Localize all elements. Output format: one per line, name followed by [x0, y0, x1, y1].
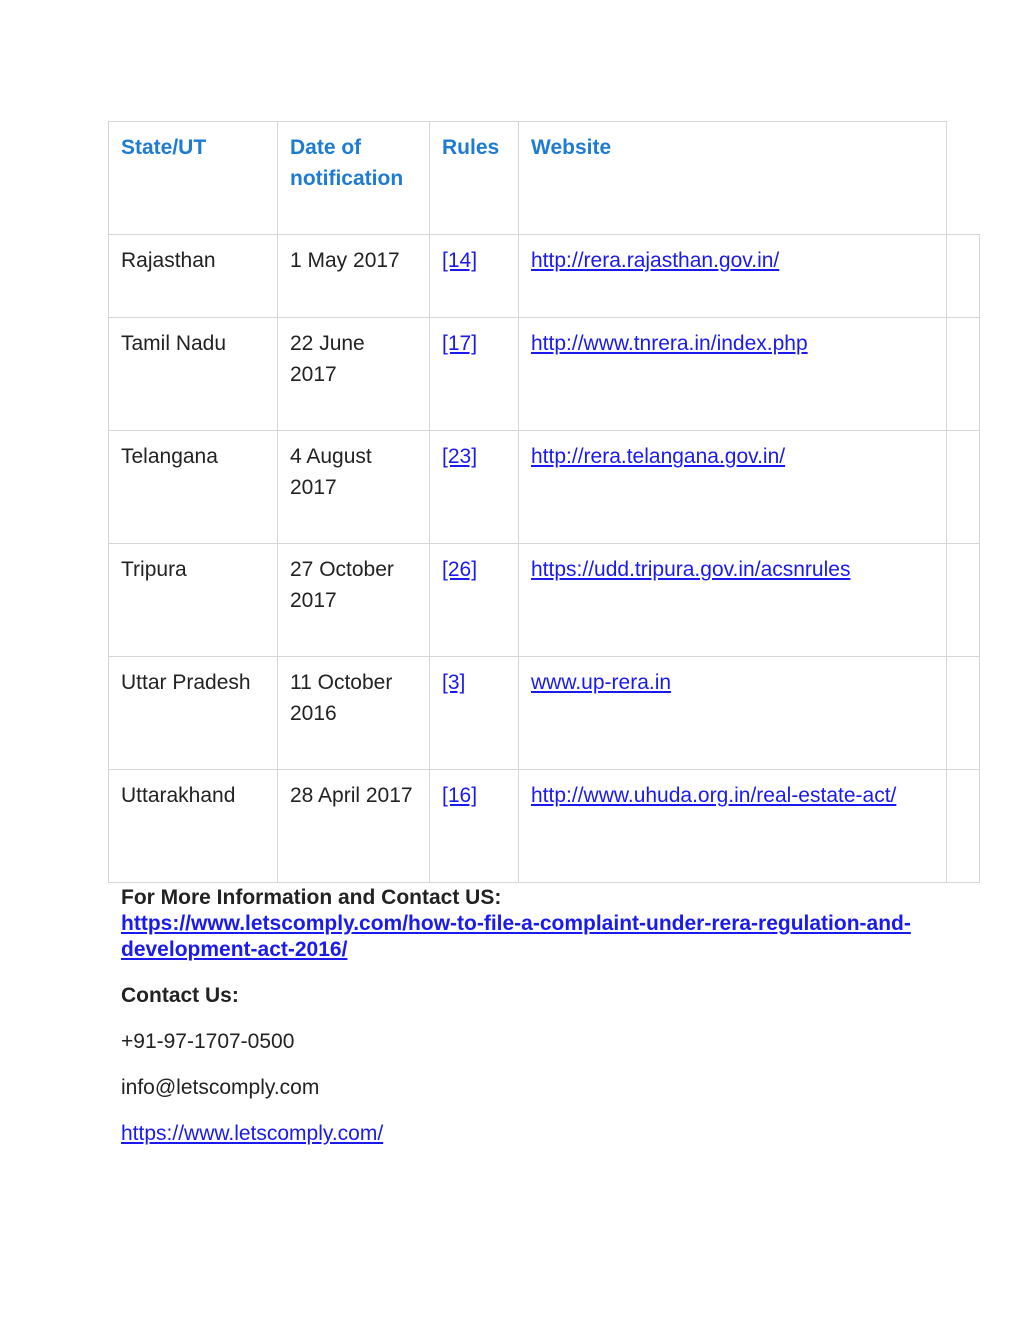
cell-website: [519, 770, 947, 883]
rera-table: [108, 121, 980, 883]
header-date: Date of notification: [278, 122, 430, 235]
cell-spacer: [947, 318, 980, 431]
cell-date: 1 May 2017: [278, 235, 430, 318]
cell-rules: [430, 770, 519, 883]
cell-rules: [430, 318, 519, 431]
website-link[interactable]: http://rera.rajasthan.gov.in/: [531, 249, 780, 272]
cell-website: [519, 318, 947, 431]
company-website-link[interactable]: https://www.letscomply.com/: [121, 1122, 384, 1145]
table-row: [109, 770, 980, 883]
header-spacer: [947, 122, 980, 235]
cell-rules: [430, 431, 519, 544]
phone-number: +91-97-1707-0500: [121, 1030, 295, 1053]
rules-link[interactable]: [16]: [442, 784, 478, 807]
website-link[interactable]: http://rera.telangana.gov.in/: [531, 445, 786, 468]
cell-website: [519, 235, 947, 318]
cell-state: Uttarakhand: [109, 770, 278, 883]
more-info-link[interactable]: https://www.letscomply.com/how-to-file-a-complaint-under-rera-regulation-and-development-act-2016/: [121, 912, 911, 961]
header-state: State/UT: [109, 122, 278, 235]
table-row: [109, 431, 980, 544]
table-header-row: [109, 122, 980, 235]
cell-state: Telangana: [109, 431, 278, 544]
website-link[interactable]: www.up-rera.in: [531, 671, 672, 694]
cell-website: [519, 544, 947, 657]
cell-date: 4 August 2017: [278, 431, 430, 544]
cell-rules: [430, 657, 519, 770]
cell-website: [519, 431, 947, 544]
contact-heading: Contact Us:: [121, 984, 239, 1007]
cell-state: Rajasthan: [109, 235, 278, 318]
cell-date: 28 April 2017: [278, 770, 430, 883]
cell-rules: [430, 235, 519, 318]
table-row: [109, 544, 980, 657]
cell-state: Tripura: [109, 544, 278, 657]
cell-date: 27 October 2017: [278, 544, 430, 657]
cell-spacer: [947, 235, 980, 318]
email-address: info@letscomply.com: [121, 1076, 320, 1099]
cell-spacer: [947, 770, 980, 883]
cell-website: [519, 657, 947, 770]
cell-rules: [430, 544, 519, 657]
rules-link[interactable]: [26]: [442, 558, 478, 581]
website-link[interactable]: http://www.uhuda.org.in/real-estate-act/: [531, 784, 897, 807]
cell-state: Tamil Nadu: [109, 318, 278, 431]
rules-link[interactable]: [23]: [442, 445, 478, 468]
website-link[interactable]: http://www.tnrera.in/index.php: [531, 332, 808, 355]
rules-link[interactable]: [17]: [442, 332, 478, 355]
table-row: [109, 657, 980, 770]
cell-date: 11 October 2016: [278, 657, 430, 770]
table-row: [109, 318, 980, 431]
website-line: [121, 1121, 941, 1147]
header-website: Website: [519, 122, 947, 235]
website-link[interactable]: https://udd.tripura.gov.in/acsnrules: [531, 558, 851, 581]
table-row: [109, 235, 980, 318]
header-rules: Rules: [430, 122, 519, 235]
more-info-heading: For More Information and Contact US:: [121, 886, 502, 909]
rules-link[interactable]: [3]: [442, 671, 466, 694]
cell-spacer: [947, 544, 980, 657]
cell-spacer: [947, 431, 980, 544]
rules-link[interactable]: [14]: [442, 249, 478, 272]
cell-state: Uttar Pradesh: [109, 657, 278, 770]
contact-section: [121, 884, 941, 1147]
cell-date: 22 June 2017: [278, 318, 430, 431]
cell-spacer: [947, 657, 980, 770]
